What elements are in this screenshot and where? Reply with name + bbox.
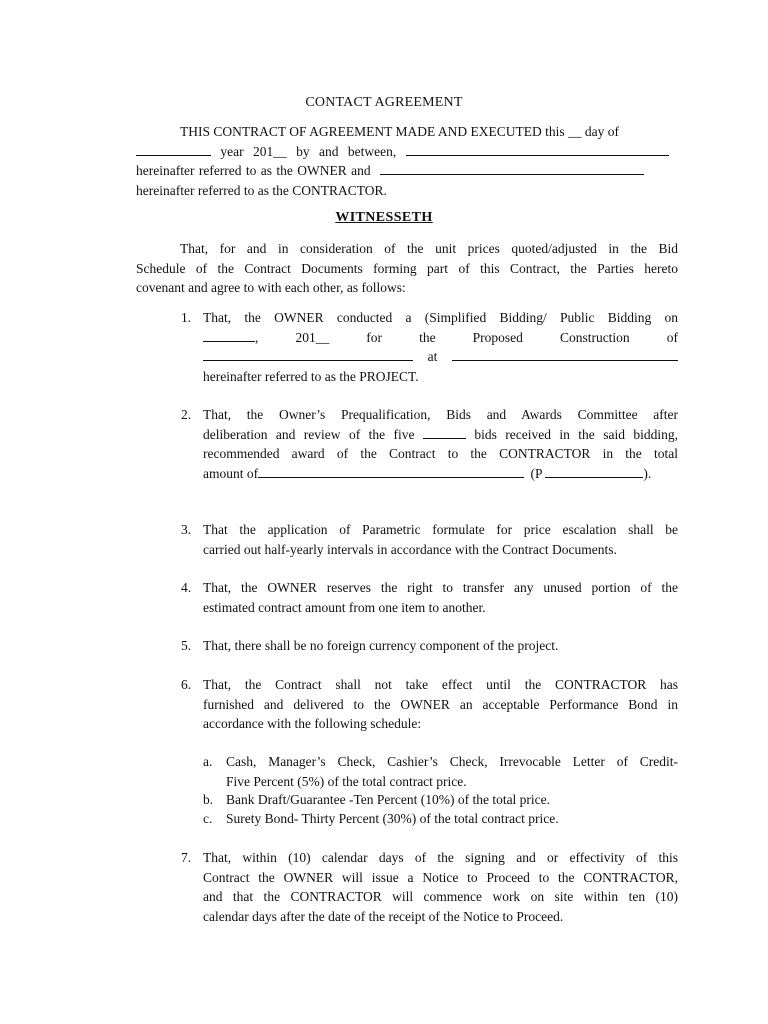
clause-2-text-b: bids received in the said bidding,: [474, 426, 678, 442]
clause-3: [203, 520, 678, 559]
clause-7-line-3: and that the CONTRACTOR will commence work on site within ten (10): [203, 889, 678, 904]
project-name-blank[interactable]: [203, 347, 413, 361]
preamble-line-1: That, for and in consideration of the unit prices quoted/adjusted in the Bid: [180, 241, 678, 256]
clause-2-line-4: [203, 464, 678, 484]
owner-name-blank[interactable]: [406, 142, 669, 156]
clause-2-line-3: recommended award of the Contract to the CONTRACTOR in the total: [203, 446, 678, 461]
word-for: for: [366, 329, 382, 345]
clause-6-line-3: accordance with the following schedule:: [203, 716, 422, 731]
document-title: CONTACT AGREEMENT: [305, 95, 463, 110]
intro-text-1: THIS CONTRACT OF AGREEMENT MADE AND EXECUTED this __ day of: [180, 124, 620, 139]
clause-6: [203, 675, 678, 734]
clause-5: [203, 636, 678, 656]
preamble-line-3: covenant and agree to with each other, as follows:: [136, 280, 406, 295]
clause-1-line-2: [203, 328, 678, 348]
clause-4-line-2: estimated contract amount from one item to another.: [203, 599, 486, 615]
clause-2: [203, 405, 678, 483]
item-number: 4.: [181, 580, 192, 595]
clause-3-line-2: carried out half-yearly intervals in accordance with the Contract Documents.: [203, 541, 617, 557]
clause-7-line-2: Contract the OWNER will issue a Notice to Proceed to the CONTRACTOR,: [203, 869, 678, 885]
witnesseth-heading: WITNESSETH: [335, 210, 433, 225]
sub-item-c-line-1: Surety Bond- Thirty Percent (30%) of the total contract price.: [226, 811, 559, 826]
word-proposed: Proposed: [472, 329, 523, 345]
item-number: 3.: [181, 522, 192, 537]
contractor-name-blank[interactable]: [380, 161, 644, 175]
intro-text-3: hereinafter referred to as the OWNER and: [136, 163, 371, 178]
intro-line-3: [136, 161, 678, 181]
clause-6-line-1: That, the Contract shall not take effect until the CONTRACTOR has: [203, 677, 678, 692]
intro-line-4: [136, 181, 678, 201]
clause-1-line-3: [203, 347, 678, 367]
amount-words-blank[interactable]: [258, 464, 524, 478]
clause-7-line-1: That, within (10) calendar days of the signing and or effectivity of this: [203, 850, 678, 865]
clause-2-line-2: [203, 425, 678, 445]
sub-item-b: [226, 790, 678, 810]
item-number: 2.: [181, 407, 192, 422]
item-number: 5.: [181, 638, 192, 653]
sub-item-a-line-1: Cash, Manager’s Check, Cashier’s Check, Irrevocable Letter of Credit-: [226, 754, 678, 769]
item-number: 6.: [181, 677, 192, 692]
sub-item-label: c.: [203, 811, 213, 826]
date-blank[interactable]: [136, 142, 211, 156]
clause-1: [203, 308, 678, 386]
word-the: the: [419, 329, 436, 345]
clause-6-line-2: furnished and delivered to the OWNER an acceptable Performance Bond in: [203, 696, 678, 712]
bidding-date-blank[interactable]: [203, 328, 255, 342]
sub-item-c: [226, 809, 678, 829]
intro-text-2: year 201__ by and between,: [220, 144, 397, 159]
intro-line-2: [136, 142, 678, 162]
intro-text-4: hereinafter referred to as the CONTRACTOR.: [136, 183, 387, 198]
sub-item-label: a.: [203, 754, 213, 769]
amount-of-text: amount of: [203, 465, 259, 481]
clause-7-line-4: calendar days after the date of the receipt of the Notice to Proceed.: [203, 908, 564, 924]
clause-1-line-4: hereinafter referred to as the PROJECT.: [203, 368, 419, 384]
sub-item-label: b.: [203, 792, 214, 807]
word-at: at: [427, 349, 438, 364]
clause-3-line-1: That the application of Parametric formulate for price escalation shall be: [203, 522, 678, 537]
sub-item-a-line-2: Five Percent (5%) of the total contract price.: [226, 773, 467, 789]
word-of: of: [666, 329, 678, 345]
clause-2-text-a: deliberation and review of the five: [203, 426, 415, 442]
clause-4-line-1: That, the OWNER reserves the right to transfer any unused portion of the: [203, 580, 678, 595]
amount-figure-blank[interactable]: [545, 464, 643, 478]
peso-close: ).: [643, 465, 652, 481]
item-number: 1.: [181, 310, 192, 325]
preamble-line-2: Schedule of the Contract Documents forming part of this Contract, the Parties hereto: [136, 261, 678, 276]
sub-item-a: [226, 752, 678, 791]
clause-4: [203, 578, 678, 617]
comma: ,: [255, 329, 259, 345]
peso-open: (P: [530, 465, 543, 481]
intro-line-1: [180, 122, 678, 142]
item-number: 7.: [181, 850, 192, 865]
year-text: 201__: [295, 329, 330, 345]
word-construction: Construction: [559, 329, 630, 345]
clause-1-line-1: That, the OWNER conducted a (Simplified Bidding/ Public Bidding on: [203, 310, 678, 325]
bids-count-blank[interactable]: [423, 425, 466, 439]
sub-item-b-line-1: Bank Draft/Guarantee -Ten Percent (10%) of the total price.: [226, 792, 551, 807]
clause-7: [203, 848, 678, 926]
project-location-blank[interactable]: [452, 347, 678, 361]
clause-2-line-1: That, the Owner’s Prequalification, Bids and Awards Committee after: [203, 407, 678, 422]
clause-5-line-1: That, there shall be no foreign currency component of the project.: [203, 638, 559, 653]
